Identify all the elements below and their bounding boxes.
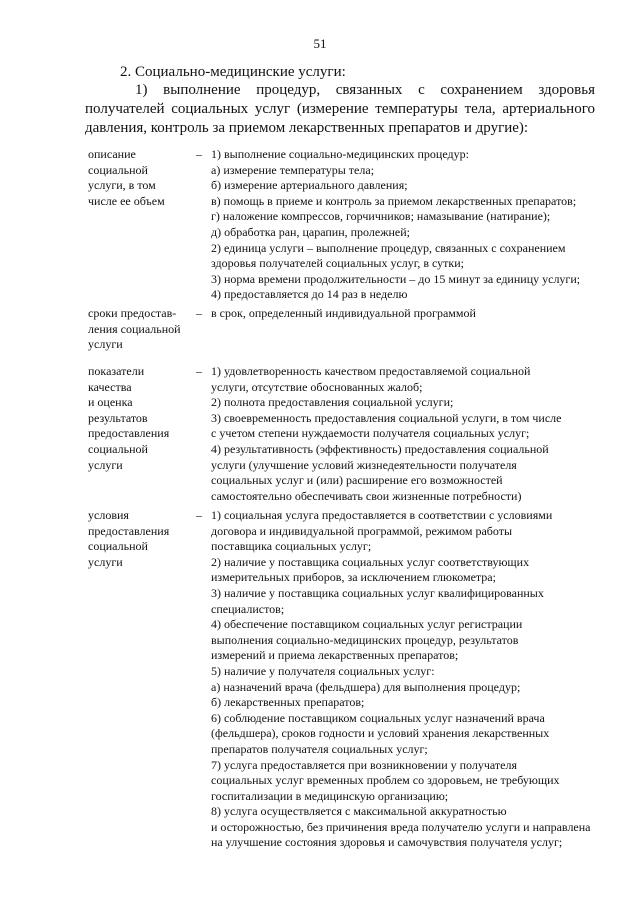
row-dash: – — [196, 147, 202, 161]
content-line: 1) выполнение социально-медицинских процедур: — [211, 147, 469, 161]
label-line: и оценка — [88, 395, 133, 410]
page-number: 51 — [313, 36, 327, 51]
row-dash: – — [196, 364, 202, 378]
content-line: 4) результативность (эффективность) предоставления социальной — [211, 441, 549, 456]
label-line: сроки предостав- — [88, 306, 177, 320]
content-line: 8) услуга осуществляется с максимальной аккуратностью — [211, 804, 507, 819]
content-line: в) помощь в приеме и контроль за приемом лекарственных препаратов; — [211, 193, 577, 208]
content-line: б) измерение артериального давления; — [211, 178, 408, 193]
content-line: б) лекарственных препаратов; — [211, 695, 365, 710]
row-label — [88, 364, 192, 473]
content-line: препаратов получателя социальных услуг; — [211, 741, 428, 756]
row-label — [88, 147, 192, 209]
row-content — [211, 306, 601, 322]
content-line: с учетом степени нуждаемости получателя социальных услуг; — [211, 426, 530, 441]
content-line: самостоятельно обеспечивать свои жизненные потребности) — [211, 488, 522, 503]
content-line: договора и индивидуальной программой, режимом работы — [211, 523, 513, 538]
label-line: результатов — [88, 410, 148, 425]
row-dash: – — [196, 508, 202, 522]
label-line: социальной — [88, 162, 148, 177]
content-line: 2) наличие у поставщика социальных услуг соответствующих — [211, 554, 530, 569]
content-line: 6) соблюдение поставщиком социальных услуг назначений врача — [211, 710, 545, 725]
content-line: социальных услуг и (или) расширение его возможностей — [211, 473, 503, 488]
content-line: услуги (улучшение условий жизнедеятельности получателя — [211, 457, 517, 472]
content-line: 3) своевременность предоставления социальной услуги, в том числе — [211, 410, 562, 425]
content-line: 7) услуга предоставляется при возникновении у получателя — [211, 757, 518, 772]
content-line: выполнения социально-медицинских процедур, результатов — [211, 632, 519, 647]
content-line: на улучшение состояния здоровья и самочувствия получателя услуг; — [211, 835, 563, 850]
content-line: поставщика социальных услуг; — [211, 539, 372, 554]
label-line: предоставления — [88, 426, 170, 441]
row-content — [211, 364, 601, 504]
service-title: 1) выполнение процедур, связанных с сохранением здоровья получателей социальных услуг (измерение температуры тела, артериального давления, контроль за приемом лекарственных препаратов и другие): — [85, 82, 595, 136]
section-heading: 2. Социально-медицинские услуги: — [120, 64, 346, 80]
label-line: ления социальной — [88, 321, 181, 336]
content-line: 2) полнота предоставления социальной услуги; — [211, 395, 454, 410]
label-line: предоставления — [88, 523, 170, 538]
row-content — [211, 147, 601, 303]
content-line: здоровья получателей социальных услуг, в сутки; — [211, 256, 464, 271]
content-line: 5) наличие у получателя социальных услуг: — [211, 663, 435, 678]
row-label — [88, 508, 192, 570]
content-line: 2) единица услуги – выполнение процедур, связанных с сохранением — [211, 240, 566, 255]
content-line: (фельдшера), сроков годности и условий хранения лекарственных — [211, 726, 550, 741]
content-line: и осторожностью, без причинения вреда получателю услуги и направлена — [211, 819, 591, 834]
content-line: д) обработка ран, царапин, пролежней; — [211, 224, 411, 239]
content-line: г) наложение компрессов, горчичников; намазывание (натирание); — [211, 209, 551, 224]
label-line: услуги, в том — [88, 178, 156, 193]
label-line: социальной — [88, 441, 148, 456]
row-content — [211, 508, 601, 851]
label-line: условия — [88, 508, 129, 522]
content-line: 4) обеспечение поставщиком социальных услуг регистрации — [211, 617, 523, 632]
label-line: числе ее объем — [88, 193, 165, 208]
content-line: социальных услуг временных проблем со здоровьем, не требующих — [211, 773, 560, 788]
label-line: показатели — [88, 364, 145, 378]
content-line: а) назначений врача (фельдшера) для выполнения процедур; — [211, 679, 521, 694]
row-label — [88, 306, 192, 353]
content-line: 1) социальная услуга предоставляется в соответствии с условиями — [211, 508, 553, 522]
label-line: качества — [88, 379, 132, 394]
content-line: измерений и приема лекарственных препаратов; — [211, 648, 459, 663]
label-line: услуги — [88, 337, 123, 352]
content-line: измерительных приборов, за исключением глюкометра; — [211, 570, 496, 585]
content-line: 3) наличие у поставщика социальных услуг квалифицированных — [211, 585, 544, 600]
content-line: 4) предоставляется до 14 раз в неделю — [211, 287, 408, 302]
content-line: госпитализации в медицинскую организацию; — [211, 788, 449, 803]
label-line: социальной — [88, 539, 148, 554]
row-dash: – — [196, 306, 202, 320]
label-line: услуги — [88, 554, 123, 569]
content-line: 1) удовлетворенность качеством предоставляемой социальной — [211, 364, 531, 378]
label-line: услуги — [88, 457, 123, 472]
content-line: а) измерение температуры тела; — [211, 162, 375, 177]
content-line: услуги, отсутствие обоснованных жалоб; — [211, 379, 423, 394]
content-line: в срок, определенный индивидуальной программой — [211, 306, 476, 320]
label-line: описание — [88, 147, 136, 161]
content-line: 3) норма времени продолжительности – до 15 минут за единицу услуги; — [211, 271, 581, 286]
content-line: специалистов; — [211, 601, 285, 616]
